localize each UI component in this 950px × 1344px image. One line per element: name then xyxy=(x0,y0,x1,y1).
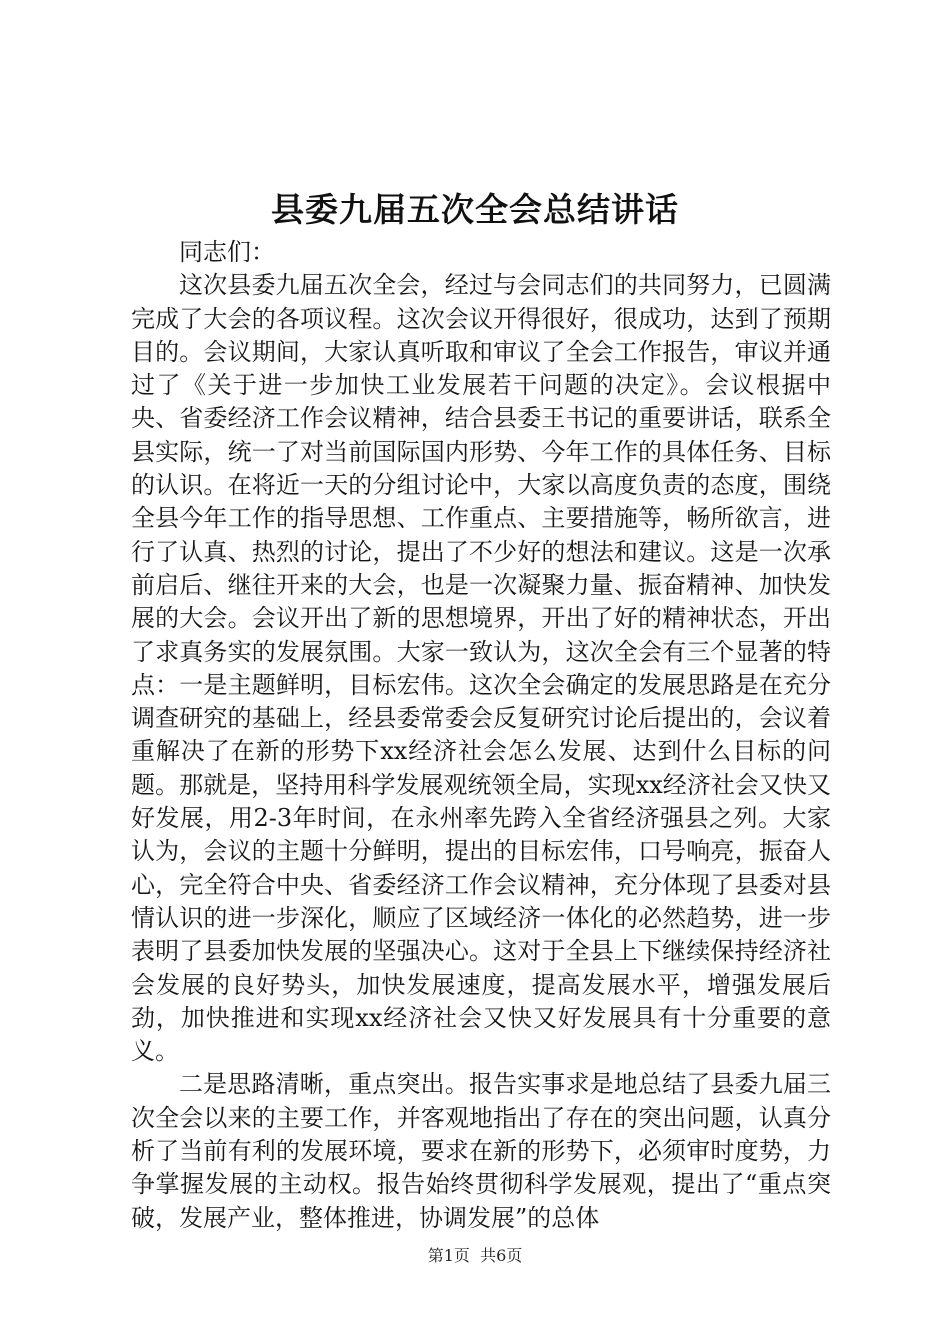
paragraph-1: 这次县委九届五次全会，经过与会同志们的共同努力，已圆满完成了大会的各项议程。这次会议开得很好，很成功，达到了预期目的。会议期间，大家认真听取和审议了全会工作报告，审议并通过了《关于进一步加快工业发展若干问题的决定》。会议根据中央、省委经济工作会议精神，结合县委王书记的重要讲话，联系全县实际，统一了对当前国际国内形势、今年工作的具体任务、目标的认识。在将近一天的分组讨论中，大家以高度负责的态度，围绕全县今年工作的指导思想、工作重点、主要措施等，畅所欲言，进行了认真、热烈的讨论，提出了不少好的想法和建议。这是一次承前启后、继往开来的大会，也是一次凝聚力量、振奋精神、加快发展的大会。会议开出了新的思想境界，开出了好的精神状态，开出了求真务实的发展氛围。大家一致认为，这次全会有三个显著的特点：一是主题鲜明，目标宏伟。这次全会确定的发展思路是在充分调查研究的基础上，经县委常委会反复研究讨论后提出的，会议着重解决了在新的形势下xx经济社会怎么发展、达到什么目标的问题。那就是，坚持用科学发展观统领全局，实现xx经济社会又快又好发展，用2-3年时间，在永州率先跨入全省经济强县之列。大家认为，会议的主题十分鲜明，提出的目标宏伟，口号响亮，振奋人心，完全符合中央、省委经济工作会议精神，充分体现了县委对县情认识的进一步深化，顺应了区域经济一体化的必然趋势，进一步表明了县委加快发展的坚强决心。这对于全县上下继续保持经济社会发展的良好势头，加快发展速度，提高发展水平，增强发展后劲，加快推进和实现xx经济社会又快又好发展具有十分重要的意义。 xyxy=(131,271,831,1066)
page-number: 第1页 xyxy=(427,1246,470,1265)
page-total: 共6页 xyxy=(480,1246,523,1265)
paragraph-2: 二是思路清晰，重点突出。报告实事求是地总结了县委九届三次全会以来的主要工作，并客观地指出了存在的突出问题，认真分析了当前有利的发展环境，要求在新的形势下，必须审时度势，力争掌握发展的主动权。报告始终贯彻科学发展观，提出了“重点突破，发展产业，整体推进，协调发展”的总体 xyxy=(131,1070,831,1232)
page-footer xyxy=(0,1244,950,1268)
salutation: 同志们： xyxy=(179,238,275,266)
document-body xyxy=(131,236,831,1235)
document-title: 县委九届五次全会总结讲话 xyxy=(271,190,679,229)
